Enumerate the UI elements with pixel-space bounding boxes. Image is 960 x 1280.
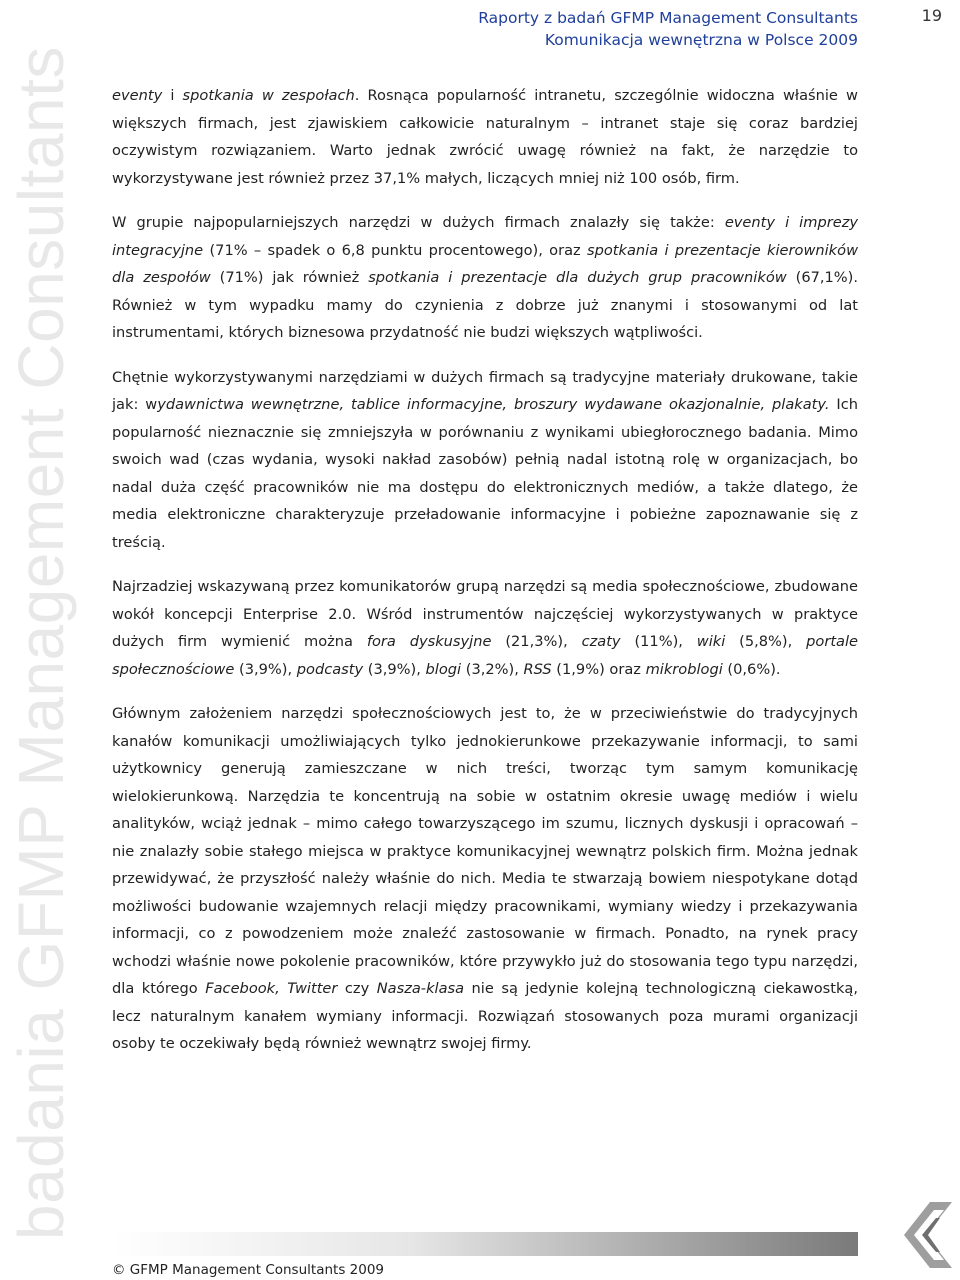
paragraph: eventy i spotkania w zespołach. Rosnąca popularność intranetu, szczególnie widoczna właśnie w większych firmach, jest zjawiskiem całkowicie naturalnym – intranet staje się coraz bardziej oczywistym rozwiązaniem. Warto jednak zwrócić uwagę również na fakt, że narzędzie to wykorzystywane jest również przez 37,1% małych, liczących mniej niż 100 osób, firm. (112, 87, 858, 187)
body-text (112, 82, 858, 1075)
paragraph: W grupie najpopularniejszych narzędzi w dużych firmach znalazły się także: eventy i imprezy integracyjne (71% – spadek o 6,8 punktu procentowego), oraz spotkania i prezentacje kierowników dla zespołów (71%) jak również spotkania i prezentacje dla dużych grup pracowników (67,1%). Również w tym wypadku mamy do czynienia z dobrze już znanymi i stosowanymi od lat instrumentami, których biznesowa przydatność nie budzi większych wątpliwości. (112, 214, 859, 341)
company-logo-icon (900, 1198, 956, 1272)
watermark-text: badania GFMP Management Consultants (5, 46, 77, 1240)
footer-gradient-bar (112, 1232, 858, 1256)
page-number: 19 (921, 6, 942, 25)
header-report-series: Raporty z badań GFMP Management Consultants (478, 9, 858, 27)
footer-copyright: © GFMP Management Consultants 2009 (112, 1262, 384, 1278)
paragraph: Głównym założeniem narzędzi społecznościowych jest to, że w przeciwieństwie do tradycyjnych kanałów komunikacji umożliwiających tylko jednokierunkowe przekazywanie informacji, to sami użytkownicy generują zamieszczane w nich treści, tworząc tym samym komunikację wielokierunkową. Narzędzia te koncentrują na sobie w ostatnim okresie uwagę mediów i wielu analityków, wciąż jednak – mimo całego towarzyszącego im szumu, licznych dyskusji i opracowań – nie znalazły sobie stałego miejsca w praktyce komunikacyjnej wewnątrz polskich firm. Można jednak przewidywać, że przyszłość należy właśnie do nich. Media te stwarzają bowiem niespotykane dotąd możliwości budowanie wzajemnych relacji między pracownikami, wymiany wiedzy i przekazywania informacji, co z powodzeniem może znaleźć zastosowanie w firmach. Ponadto, na rynek pracy wchodzi właśnie nowe pokolenie pracowników, które przywykło już do stosowania tego typu narzędzi, dla którego Facebook, Twitter czy Nasza-klasa nie są jedynie kolejną technologiczną ciekawostką, lecz naturalnym kanałem wymiany informacji. Rozwiązań stosowanych poza murami organizacji osoby te oczekiwały będą również wewnątrz swojej firmy. (112, 705, 858, 1052)
paragraph: Chętnie wykorzystywanymi narzędziami w dużych firmach są tradycyjne materiały drukowane, takie jak: wydawnictwa wewnętrzne, tablice informacyjne, broszury wydawane okazjonalnie, plakaty. Ich popularność nieznacznie się zmniejszyła w porównaniu z wynikami ubiegłorocznego badania. Mimo swoich wad (czas wydania, wysoki nakład zasobów) pełnią nadal istotną rolę w organizacjach, bo nadal duża część pracowników nie ma dostępu do elektronicznych mediów, a także dlatego, że media elektroniczne charakteryzuje przeładowanie informacyjne i pobieżne zapoznawanie się z treścią. (112, 368, 859, 551)
header-report-title: Komunikacja wewnętrzna w Polsce 2009 (544, 31, 858, 49)
running-header (478, 7, 858, 51)
paragraph: Najrzadziej wskazywaną przez komunikatorów grupą narzędzi są media społecznościowe, zbudowane wokół koncepcji Enterprise 2.0. Wśród instrumentów najczęściej wykorzystywanych w praktyce dużych firm wymienić można fora dyskusyjne (21,3%), czaty (11%), wiki (5,8%), portale społecznościowe (3,9%), podcasty (3,9%), blogi (3,2%), RSS (1,9%) oraz mikroblogi (0,6%). (112, 578, 859, 678)
